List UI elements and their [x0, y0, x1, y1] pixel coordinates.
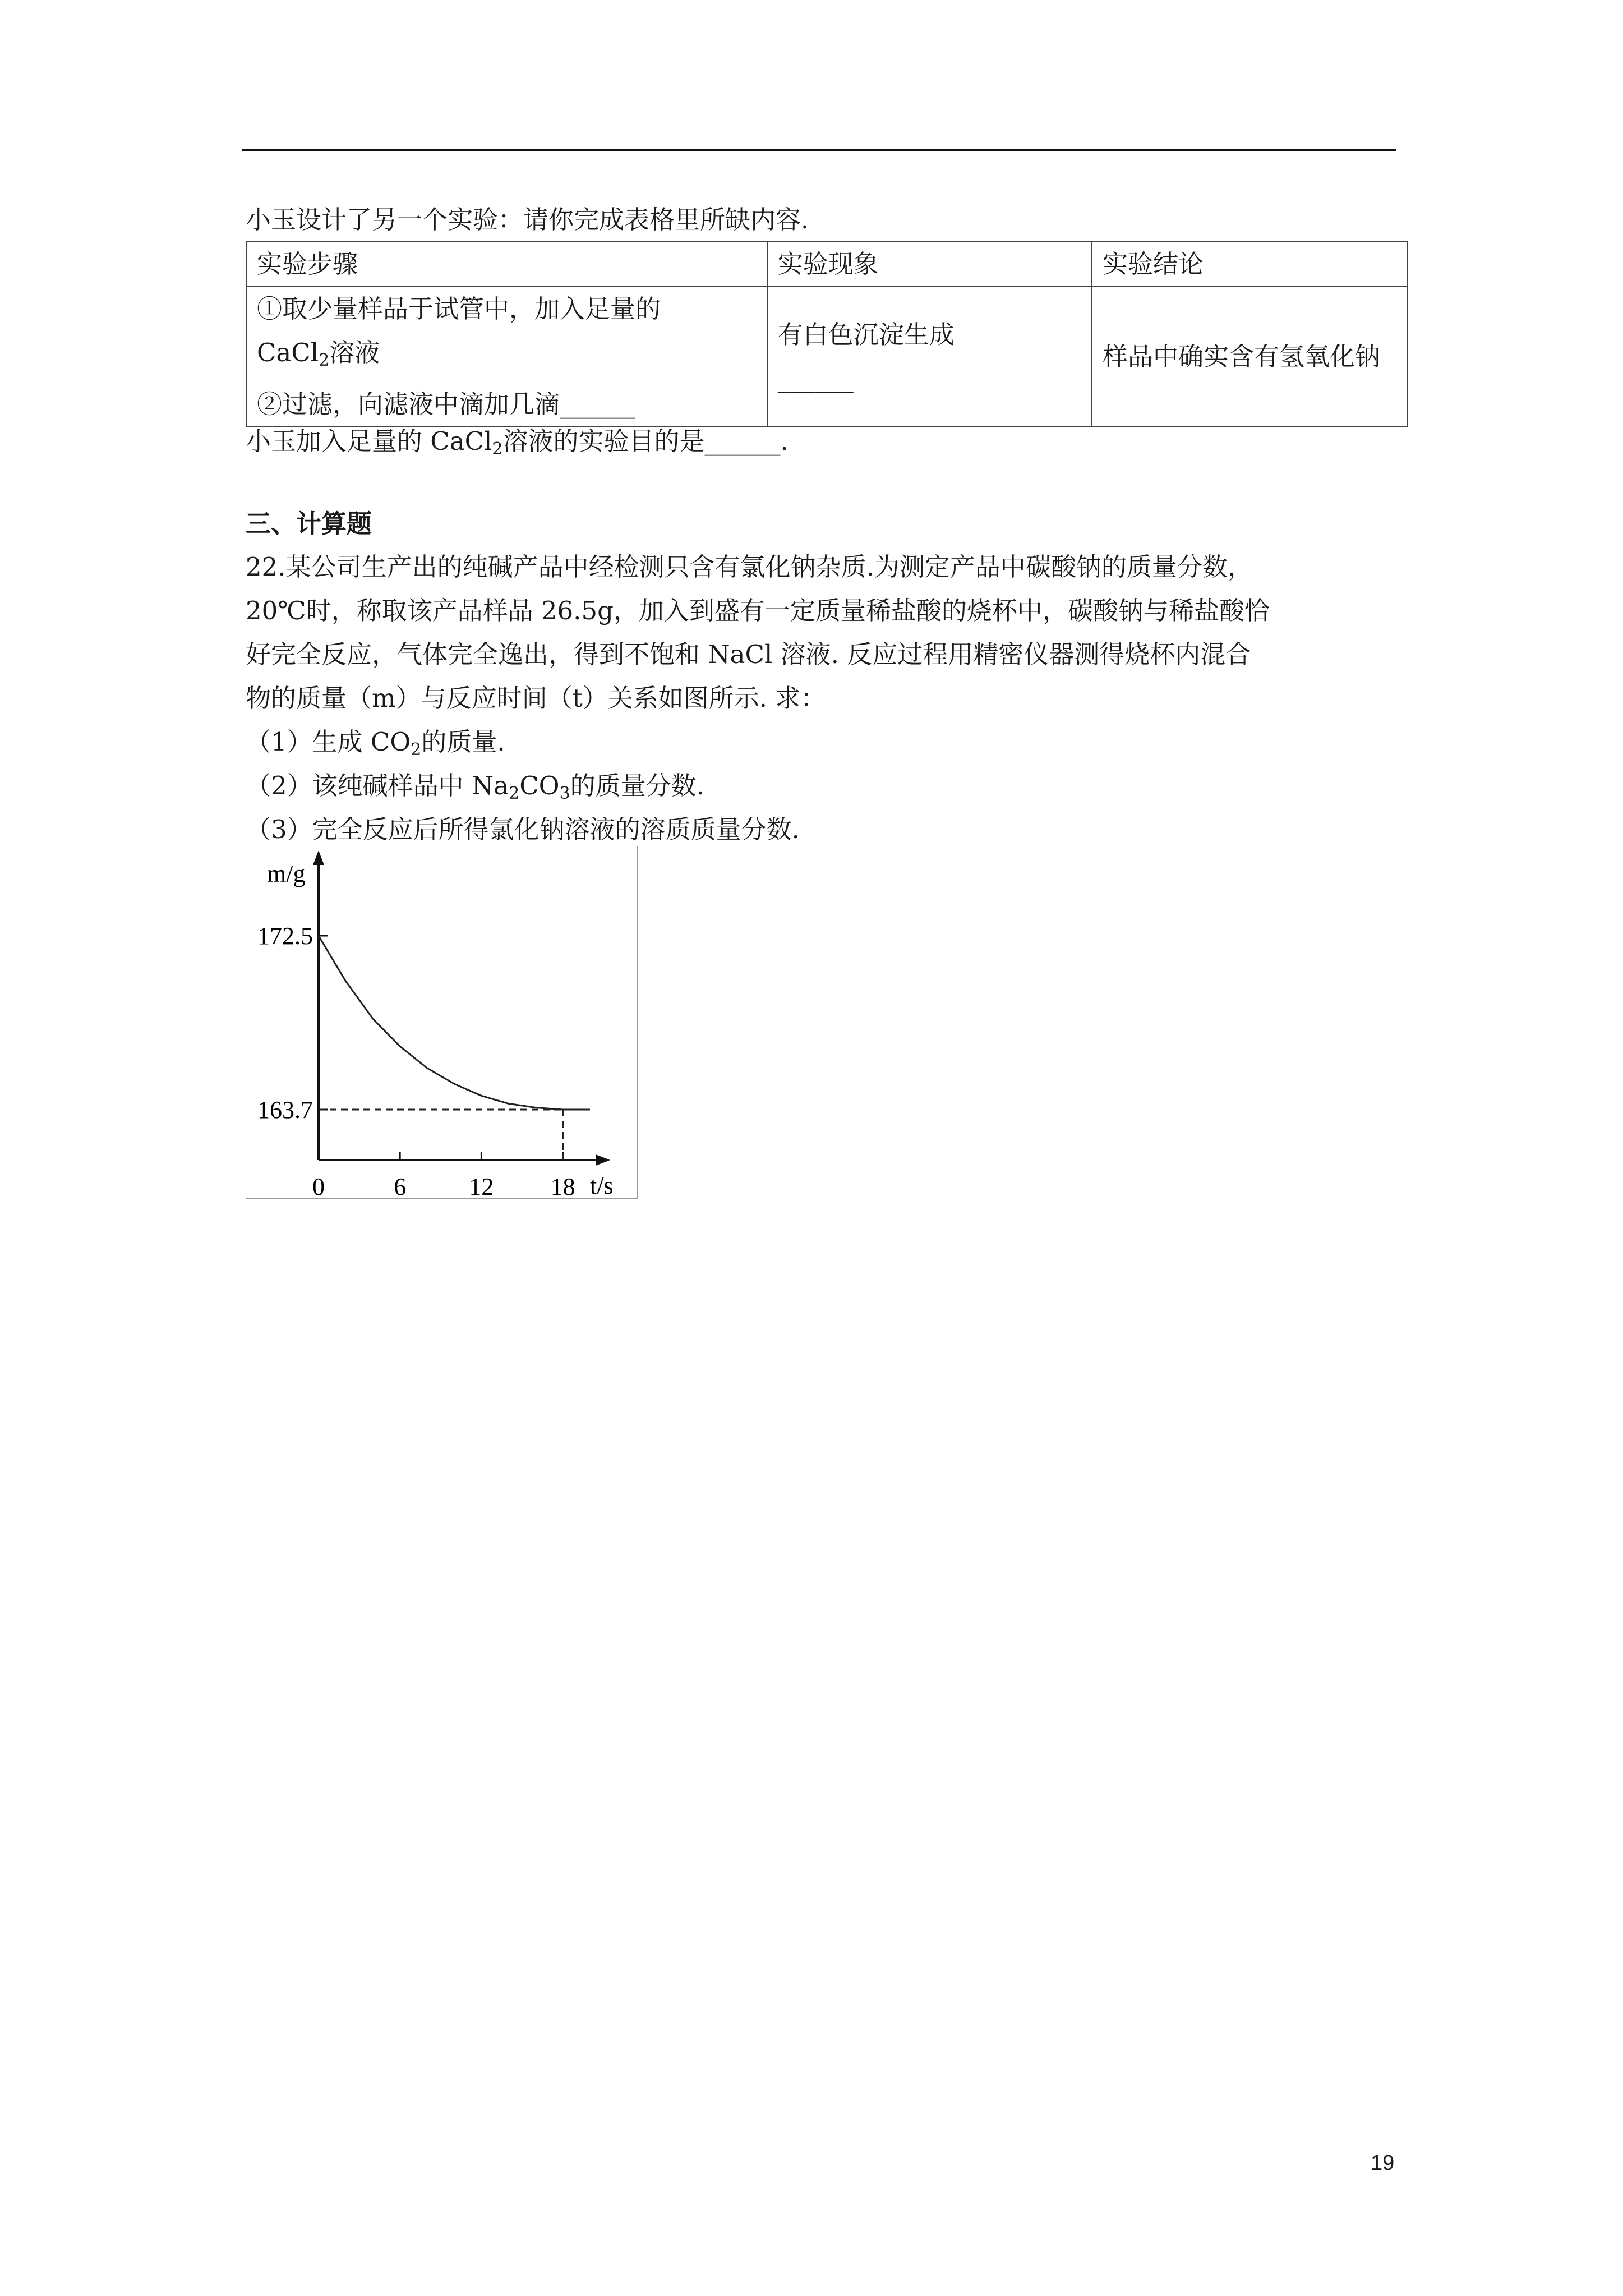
y-tick-label: 163.7 [257, 1096, 313, 1124]
mass-time-chart [246, 846, 644, 1205]
question-3: （3）完全反应后所得氯化钠溶液的溶质质量分数. [246, 815, 800, 844]
x-tick-label: 0 [312, 1173, 325, 1200]
after-table-text: 小玉加入足量的 CaCl$_2$溶液的实验目的是______. [246, 426, 789, 459]
table-header-row [246, 242, 1407, 287]
step1-line-b: CaCl$_2$溶液 [257, 338, 380, 370]
phenomenon-blank: ______ [777, 364, 854, 393]
intro-text: 小玉设计了另一个实验：请你完成表格里所缺内容. [246, 205, 809, 234]
x-tick-label: 12 [469, 1173, 494, 1200]
problem-line-4: 物的质量（m）与反应时间（t）关系如图所示. 求： [246, 683, 826, 713]
header-step: 实验步骤 [246, 242, 767, 287]
header-conclusion: 实验结论 [1092, 242, 1407, 287]
step2-line: ②过滤，向滤液中滴加几滴______ [257, 389, 636, 419]
step1-line-a: ①取少量样品于试管中，加入足量的 [257, 294, 661, 324]
x-tick-label: 18 [550, 1173, 575, 1200]
header-phenomenon: 实验现象 [767, 242, 1092, 287]
conclusion-text: 样品中确实含有氢氧化钠 [1103, 342, 1381, 371]
phenomenon-line-1: 有白色沉淀生成 [777, 320, 955, 349]
header-rule [242, 149, 1396, 151]
section-title: 三、计算题 [246, 509, 372, 539]
x-axis-label: t/s [590, 1172, 614, 1199]
y-axis-label: m/g [267, 860, 306, 887]
page-number: 19 [1371, 2151, 1395, 2175]
problem-line-3: 好完全反应，气体完全逸出，得到不饱和 NaCl 溶液. 反应过程用精密仪器测得烧杯内混合 [246, 639, 1251, 669]
cell-steps [246, 287, 767, 427]
question-1: （1）生成 $CO_2$的质量. [246, 727, 505, 760]
problem-line-1: 22.某公司生产出的纯碱产品中经检测只含有氯化钠杂质.为测定产品中碳酸钠的质量分数， [246, 552, 1253, 582]
cell-phenomenon [767, 287, 1092, 427]
problem-line-2: 20℃时，称取该产品样品 26.5g，加入到盛有一定质量稀盐酸的烧杯中，碳酸钠与稀盐酸恰 [246, 596, 1270, 625]
x-axis-arrow [596, 1154, 610, 1166]
experiment-table [246, 241, 1408, 427]
question-2: （2）该纯碱样品中 $Na_2CO_3$的质量分数. [246, 771, 704, 803]
cell-conclusion [1092, 287, 1407, 427]
mass-curve [319, 936, 590, 1110]
x-tick-label: 6 [394, 1173, 407, 1200]
table-row [246, 287, 1407, 427]
y-tick-label: 172.5 [257, 922, 313, 950]
y-axis-arrow [313, 850, 324, 865]
